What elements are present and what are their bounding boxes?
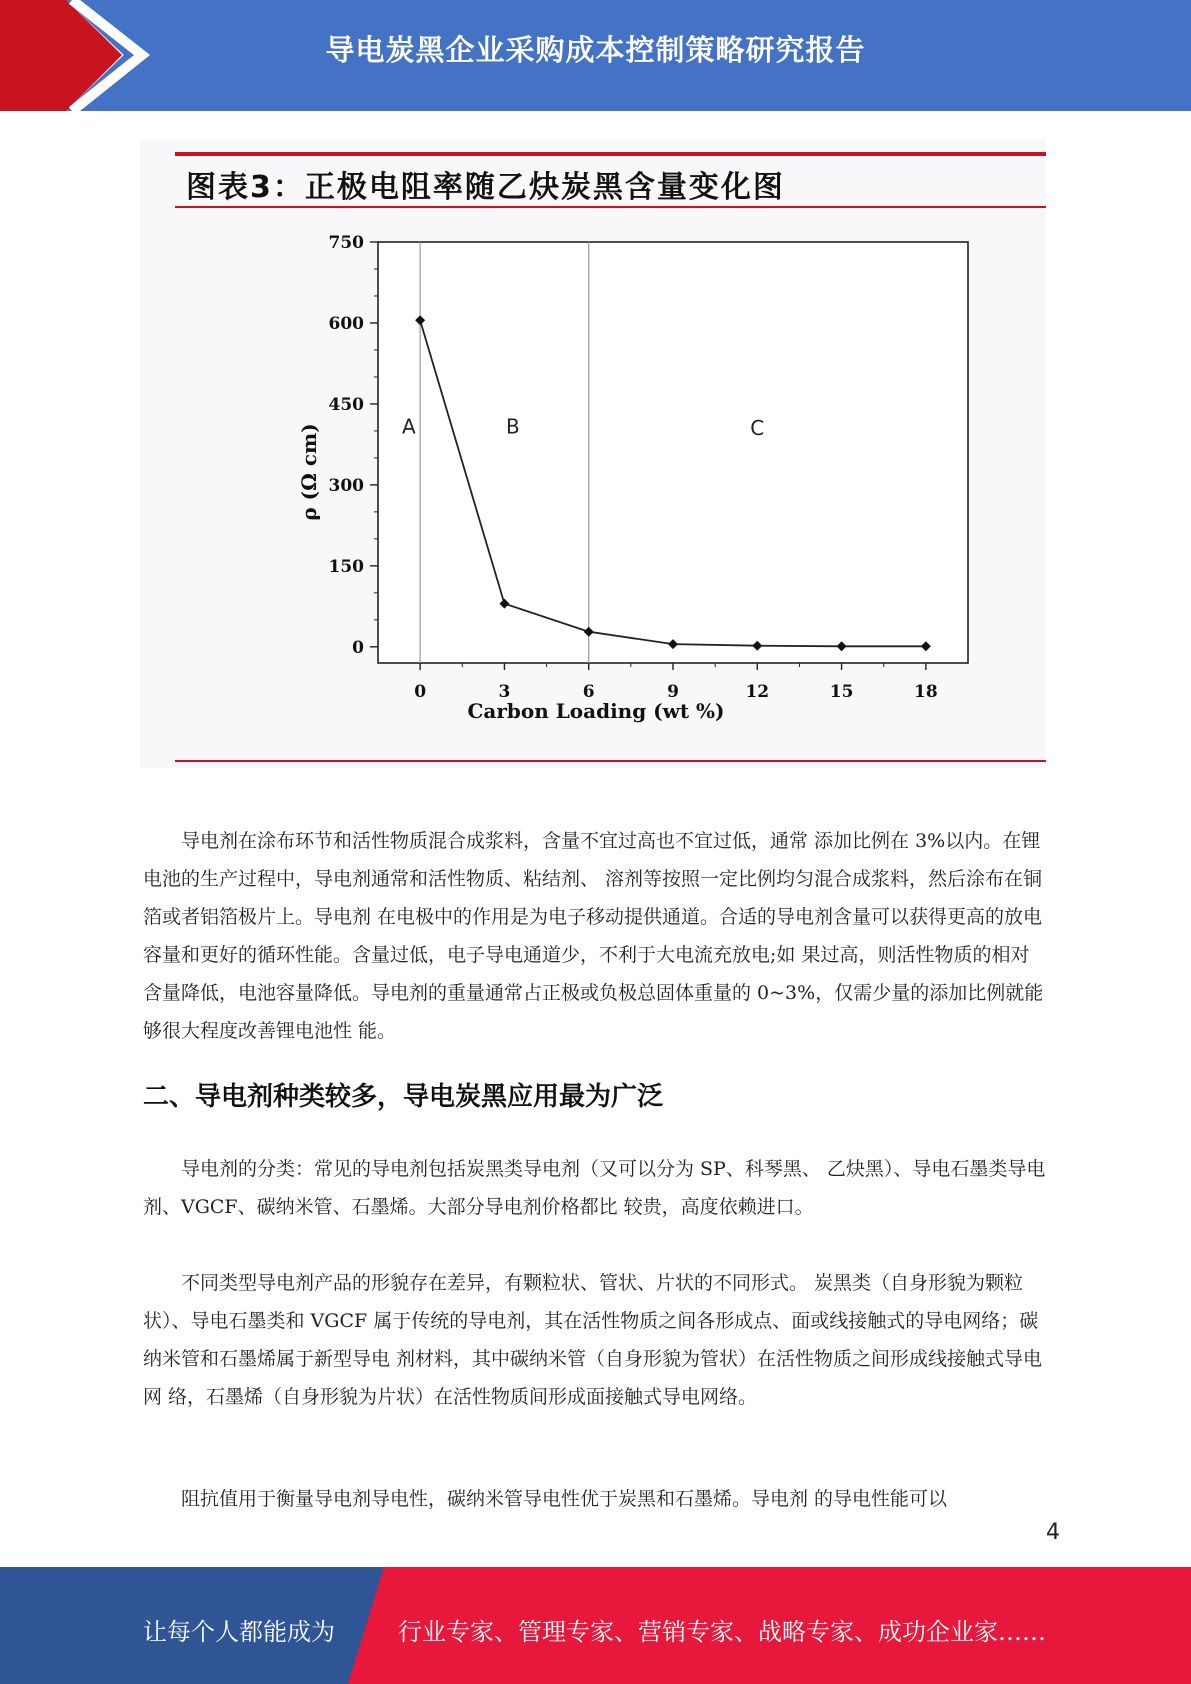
- plot-frame: [378, 242, 968, 663]
- y-tick-label: 300: [328, 475, 364, 496]
- figure-3: [140, 140, 1046, 768]
- x-tick-label: 6: [582, 682, 595, 702]
- chart-axes: [378, 242, 968, 663]
- y-tick-label: 0: [352, 637, 364, 658]
- x-tick-label: 15: [829, 682, 854, 702]
- paragraph-classification: 导电剂的分类：常见的导电剂包括炭黑类导电剂（又可以分为 SP、科琴黑、 乙炔黑）、导电石墨类导电剂、VGCF、碳纳米管、石墨烯。大部分导电剂价格都比 较贵，高度依赖进口。: [143, 1158, 1046, 1218]
- x-tick-label: 9: [667, 682, 679, 702]
- x-tick-label: 0: [414, 682, 427, 702]
- y-tick-label: 600: [328, 313, 364, 334]
- section-heading: 二、导电剂种类较多，导电炭黑应用最为广泛: [143, 1082, 664, 1112]
- footer-left-slogan: 让每个人都能成为: [143, 1618, 335, 1646]
- report-title: 导电炭黑企业采购成本控制策略研究报告: [325, 33, 866, 67]
- region-label-b: B: [505, 414, 520, 439]
- region-label-a: A: [402, 414, 416, 439]
- y-axis-ticks: [329, 233, 379, 658]
- region-label-c: C: [750, 416, 765, 441]
- paragraph-impedance: 阻抗值用于衡量导电剂导电性，碳纳米管导电性优于炭黑和石墨烯。导电剂 的导电性能可以: [181, 1488, 948, 1510]
- resistivity-chart: [140, 140, 1046, 768]
- paragraph-conductive-agent-usage: 导电剂在涂布环节和活性物质混合成浆料，含量不宜过高也不宜过低，通常 添加比例在 3%以内。在锂电池的生产过程中，导电剂通常和活性物质、粘结剂、 溶剂等按照一定比例均匀混合成浆料，然后涂布在铜箔或者铝箔极片上。导电剂 在电极中的作用是为电子移动提供通道。合适的导电剂含量可以获得更高的放电 容量和更好的循环性能。含量过低，电子导电通道少，不利于大电流充放电;如 果过高，则活性物质的相对含量降低，电池容量降低。导电剂的重量通常占正极或负极总固体重量的 0~3%，仅需少量的添加比例就能够很大程度改善锂电池性 能。: [143, 830, 1044, 1042]
- x-tick-label: 3: [498, 682, 511, 702]
- x-tick-label: 12: [745, 682, 770, 702]
- x-axis-label: Carbon Loading (wt %): [467, 699, 725, 723]
- y-axis-label: ρ (Ω cm): [297, 423, 321, 521]
- x-tick-label: 18: [914, 682, 938, 702]
- page-number: 4: [1046, 1520, 1060, 1545]
- y-tick-label: 750: [328, 233, 364, 253]
- figure-title: 图表3：正极电阻率随乙炔炭黑含量变化图: [186, 170, 785, 205]
- footer-right-slogan: 行业专家、管理专家、营销专家、战略专家、成功企业家……: [398, 1618, 1046, 1646]
- paragraph-morphology: 不同类型导电剂产品的形貌存在差异，有颗粒状、管状、片状的不同形式。 炭黑类（自身形貌为颗粒状）、导电石墨类和 VGCF 属于传统的导电剂，其在活性物质之间各形成点、面或线接触式的导电网络；碳纳米管和石墨烯属于新型导电 剂材料，其中碳纳米管（自身形貌为管状）在活性物质之间形成线接触式导电网 络，石墨烯（自身形貌为片状）在活性物质间形成面接触式导电网络。: [143, 1272, 1043, 1408]
- figure-bottom-rule: [175, 760, 1046, 762]
- x-axis-ticks: [414, 663, 937, 702]
- y-tick-label: 150: [328, 556, 364, 577]
- y-tick-label: 450: [328, 394, 364, 415]
